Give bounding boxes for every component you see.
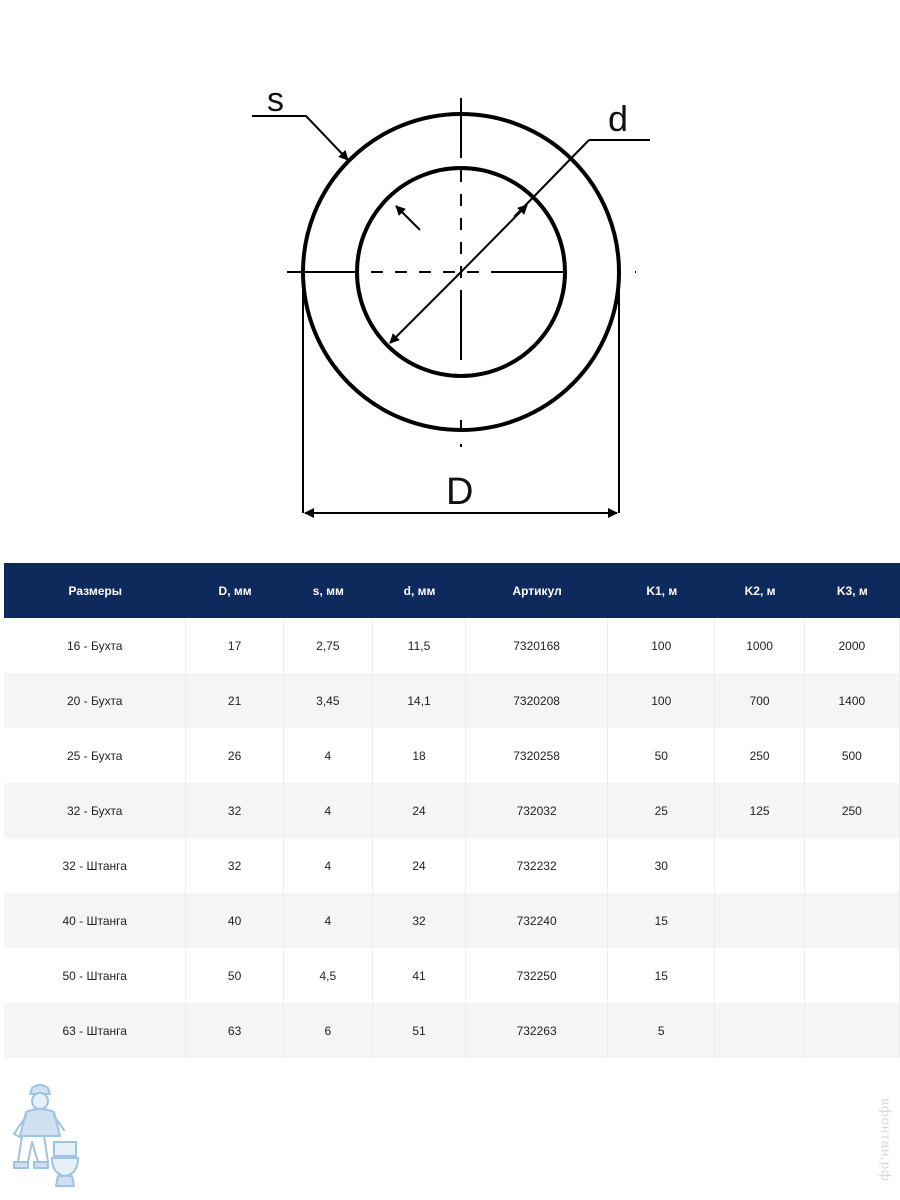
table-cell: 50 <box>608 728 715 783</box>
table-cell <box>715 1003 804 1058</box>
table-cell: 4 <box>284 728 373 783</box>
table-cell: 3,45 <box>284 673 373 728</box>
table-cell: 700 <box>715 673 804 728</box>
table-cell: 15 <box>608 948 715 1003</box>
header-cell: K3, м <box>836 583 868 598</box>
table-cell: 100 <box>608 618 715 673</box>
table-header-row <box>4 563 900 618</box>
header-cell: K1, м <box>646 583 678 598</box>
table-cell: 7320168 <box>466 618 608 673</box>
table-cell <box>805 838 900 893</box>
table-cell: 7320258 <box>466 728 608 783</box>
table-cell: 20 - Бухта <box>4 673 186 728</box>
header-cell: D, мм <box>218 583 252 598</box>
table-cell: 32 <box>186 838 283 893</box>
table-cell: 125 <box>715 783 804 838</box>
table-cell: 4 <box>284 783 373 838</box>
table-cell: 250 <box>805 783 900 838</box>
site-watermark: вфонтан.рф <box>878 1098 894 1182</box>
table-cell: 50 - Штанга <box>4 948 186 1003</box>
pipe-cross-section-diagram <box>0 0 900 560</box>
d-arrow-lower <box>390 272 461 343</box>
table-cell: 40 - Штанга <box>4 893 186 948</box>
d-arrow-upper <box>461 205 527 272</box>
table-cell <box>805 893 900 948</box>
table-cell: 24 <box>373 838 466 893</box>
table-row <box>4 948 900 1003</box>
table-cell: 4 <box>284 838 373 893</box>
table-cell: 732032 <box>466 783 608 838</box>
table-cell: 6 <box>284 1003 373 1058</box>
table-row <box>4 618 900 673</box>
table-cell: 32 - Бухта <box>4 783 186 838</box>
table-cell: 7320208 <box>466 673 608 728</box>
table-cell <box>715 893 804 948</box>
table-cell: 4 <box>284 893 373 948</box>
table-cell: 32 <box>186 783 283 838</box>
table-cell: 11,5 <box>373 618 466 673</box>
table-cell: 15 <box>608 893 715 948</box>
table-cell: 18 <box>373 728 466 783</box>
d-label: d <box>608 98 629 139</box>
table-cell: 40 <box>186 893 283 948</box>
table-cell: 17 <box>186 618 283 673</box>
table-row <box>4 783 900 838</box>
header-cell: Размеры <box>68 583 122 598</box>
header-cell: Артикул <box>512 583 562 598</box>
table-cell: 5 <box>608 1003 715 1058</box>
table-cell: 24 <box>373 783 466 838</box>
table-cell: 25 - Бухта <box>4 728 186 783</box>
table-cell <box>805 1003 900 1058</box>
table-cell: 14,1 <box>373 673 466 728</box>
spec-table <box>4 563 900 1058</box>
table-cell: 2,75 <box>284 618 373 673</box>
table-row <box>4 673 900 728</box>
table-cell: 4,5 <box>284 948 373 1003</box>
table-cell: 250 <box>715 728 804 783</box>
table-cell: 100 <box>608 673 715 728</box>
table-cell: 25 <box>608 783 715 838</box>
table-row <box>4 1003 900 1058</box>
s-inner-arrow <box>396 206 420 230</box>
table-cell: 26 <box>186 728 283 783</box>
table-cell: 51 <box>373 1003 466 1058</box>
table-cell: 50 <box>186 948 283 1003</box>
table-row <box>4 838 900 893</box>
table-cell: 732232 <box>466 838 608 893</box>
table-cell: 732250 <box>466 948 608 1003</box>
table-row <box>4 893 900 948</box>
table-cell: 1400 <box>805 673 900 728</box>
table-cell: 500 <box>805 728 900 783</box>
D-label: D <box>446 471 474 513</box>
s-leader-line <box>252 116 348 160</box>
plumber-mascot-icon <box>8 1082 84 1192</box>
table-cell: 16 - Бухта <box>4 618 186 673</box>
table-cell: 63 - Штанга <box>4 1003 186 1058</box>
table-cell: 732240 <box>466 893 608 948</box>
header-cell: K2, м <box>744 583 776 598</box>
header-cell: s, мм <box>312 583 344 598</box>
table-cell <box>715 948 804 1003</box>
table-cell: 1000 <box>715 618 804 673</box>
table-cell: 21 <box>186 673 283 728</box>
table-cell: 2000 <box>805 618 900 673</box>
table-cell: 30 <box>608 838 715 893</box>
s-label: s <box>267 81 284 119</box>
table-cell: 732263 <box>466 1003 608 1058</box>
table-cell: 32 - Штанга <box>4 838 186 893</box>
table-cell <box>715 838 804 893</box>
header-cell: d, мм <box>403 583 436 598</box>
table-row <box>4 728 900 783</box>
table-cell: 32 <box>373 893 466 948</box>
table-cell <box>805 948 900 1003</box>
table-cell: 63 <box>186 1003 283 1058</box>
table-cell: 41 <box>373 948 466 1003</box>
